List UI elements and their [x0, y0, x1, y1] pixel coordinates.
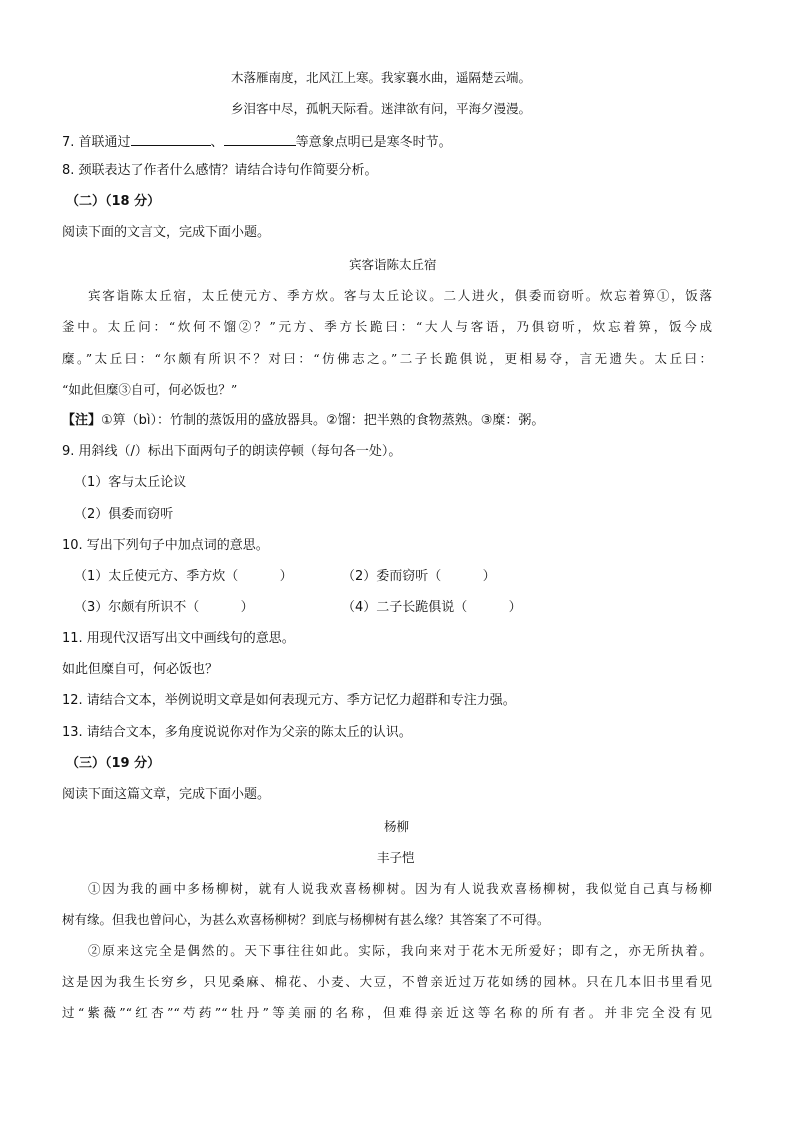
section-2-instruction: 阅读下面的文言文，完成下面小题。 — [62, 225, 271, 240]
annotation-note — [62, 413, 544, 429]
question-7-prefix: 7. 首联通过 — [62, 135, 131, 150]
question-10-item-4: （4）二子长跪俱说（ ） — [342, 600, 522, 615]
poem-line-2: 乡泪客中尽，孤帆天际看。迷津欲有问，平海夕漫漫。 — [231, 101, 532, 116]
answer-blank-1[interactable] — [131, 132, 211, 146]
article-line-4: 这是因为我生长穷乡，只见桑麻、棉花、小麦、大豆，不曾亲近过万花如绣的园林。只在几本旧书里看见 — [62, 974, 712, 989]
article-line-1: ①因为我的画中多杨柳树，就有人说我欢喜杨柳树。因为有人说我欢喜杨柳树，我似觉自己真与杨柳 — [88, 881, 712, 896]
passage-line-3: 糜。”太丘曰：“尔颇有所识不？对曰：“仿佛志之。”二子长跪俱说，更相易夺，言无遗失。太丘曰： — [62, 351, 712, 366]
poem-line-1: 木落雁南度，北风江上寒。我家襄水曲，遥隔楚云端。 — [231, 70, 532, 85]
question-10-item-1: （1）太丘使元方、季方炊（ ） — [74, 569, 293, 584]
note-label: 【注】 — [62, 413, 102, 428]
passage-line-1: 宾客诣陈太丘宿，太丘使元方、季方炊。客与太丘论议。二人进火，俱委而窃听。炊忘着箅①，饭落 — [88, 288, 712, 303]
section-3-instruction: 阅读下面这篇文章，完成下面小题。 — [62, 787, 271, 802]
article-title: 杨柳 — [384, 819, 410, 834]
question-7-separator: 、 — [210, 135, 224, 150]
question-10-item-3: （3）尔颇有所识不（ ） — [74, 600, 254, 615]
answer-blank-2[interactable] — [224, 132, 296, 146]
question-7-suffix: 等意象点明已是寒冬时节。 — [295, 135, 452, 150]
question-9-item-2: （2）俱委而窃听 — [74, 507, 174, 522]
question-7 — [62, 132, 452, 151]
article-line-2: 树有缘。但我也曾问心，为甚么欢喜杨柳树？到底与杨柳树有甚么缘？其答案了不可得。 — [62, 912, 550, 927]
question-12: 12. 请结合文本，举例说明文章是如何表现元方、季方记忆力超群和专注力强。 — [62, 693, 516, 708]
question-9-item-1: （1）客与太丘论议 — [74, 475, 187, 490]
question-8: 8. 颈联表达了作者什么感情？请结合诗句作简要分析。 — [62, 163, 378, 178]
article-line-5: 过“紫薇”“红杏”“芍药”“牡丹”等美丽的名称，但难得亲近这等名称的所有者。并非完全没有见 — [62, 1005, 712, 1020]
article-line-3: ②原来这完全是偶然的。天下事往往如此。实际，我向来对于花木无所爱好；即有之，亦无所执着。 — [88, 943, 712, 958]
question-10: 10. 写出下列句子中加点词的意思。 — [62, 538, 269, 553]
article-author: 丰子恺 — [377, 850, 415, 865]
question-13: 13. 请结合文本，多角度说说你对作为父亲的陈太丘的认识。 — [62, 725, 412, 740]
passage-title: 宾客诣陈太丘宿 — [349, 257, 437, 272]
passage-line-2: 釜中。太丘问：“炊何不馏②？”元方、季方长跪曰：“大人与客语，乃俱窃听，炊忘着箅，饭今成 — [62, 319, 712, 334]
question-10-item-2: （2）委而窃听（ ） — [342, 569, 496, 584]
question-9: 9. 用斜线（/）标出下面两句子的朗读停顿（每句各一处）。 — [62, 444, 402, 459]
section-2-header: （二）（18 分） — [66, 194, 161, 209]
question-11: 11. 用现代汉语写出文中画线句的意思。 — [62, 631, 295, 646]
section-3-header: （三）（19 分） — [66, 756, 161, 771]
passage-line-4: “如此但糜③自可，何必饭也？” — [62, 382, 238, 397]
note-text: ①箅（bì）：竹制的蒸饭用的盛放器具。②馏：把半熟的食物蒸熟。③糜：粥。 — [101, 413, 545, 428]
question-11-sentence: 如此但糜自可，何必饭也？ — [62, 662, 219, 677]
